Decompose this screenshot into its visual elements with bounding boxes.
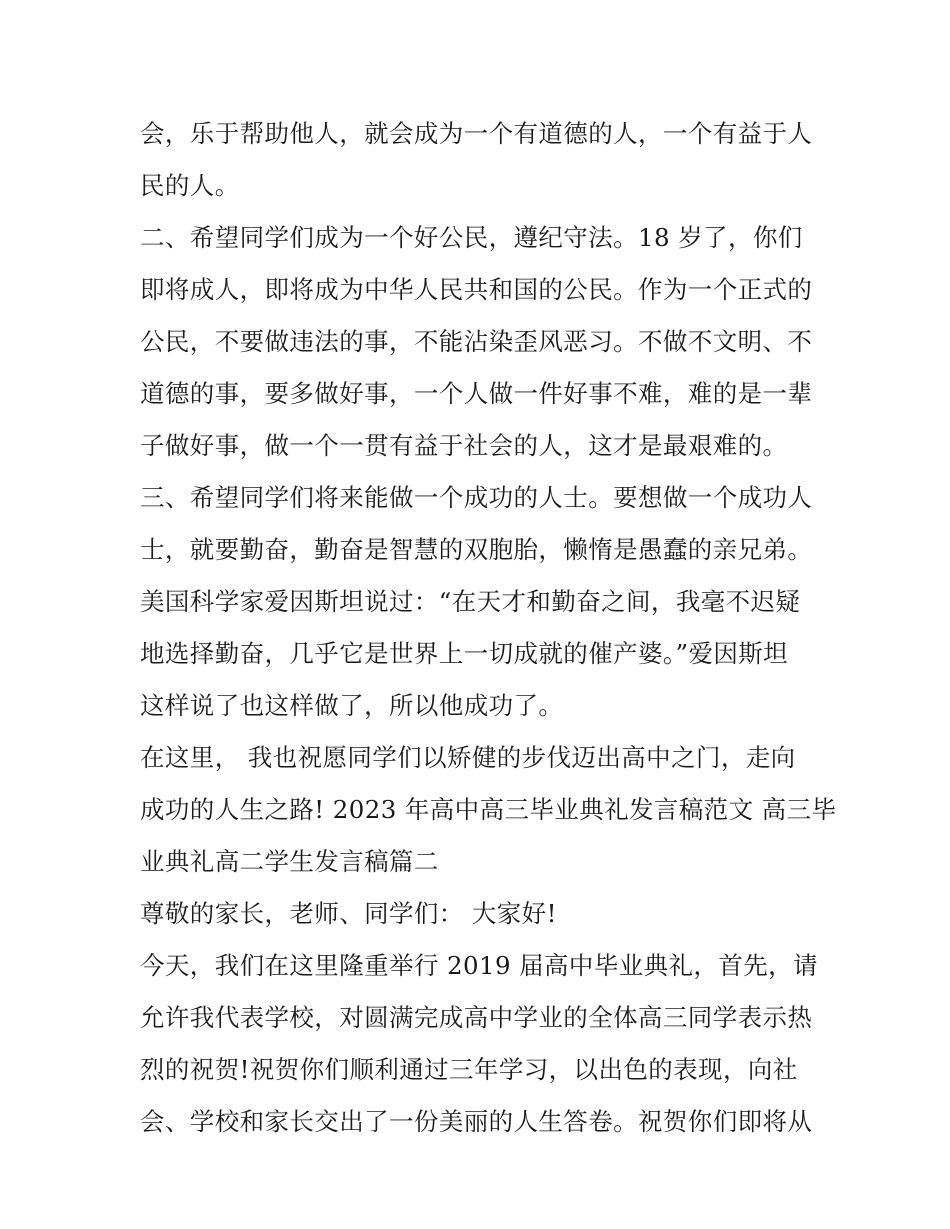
text-line: 今天，我们在这里隆重举行 2019 届高中毕业典礼，首先，请 — [140, 951, 818, 980]
text-line: 烈的祝贺!祝贺你们顺利通过三年学习，以出色的表现，向社 — [140, 1055, 798, 1084]
text-line: 子做好事，做一个一贯有益于社会的人，这才是最艰难的。 — [140, 431, 788, 460]
text-line: 允许我代表学校，对圆满完成高中学业的全体高三同学表示热 — [140, 1003, 813, 1032]
text-line: 业典礼高二学生发言稿篇二 — [140, 847, 439, 876]
text-line: 二、希望同学们成为一个好公民，遵纪守法。18 岁了，你们 — [140, 223, 803, 252]
text-line: 会、学校和家长交出了一份美丽的人生答卷。祝贺你们即将从 — [140, 1107, 813, 1136]
text-line: 在这里， 我也祝愿同学们以矫健的步伐迈出高中之门，走向 — [140, 743, 796, 772]
text-line: 三、希望同学们将来能做一个成功的人士。要想做一个成功人 — [140, 483, 813, 512]
text-line: 民的人。 — [140, 171, 240, 200]
text-line: 这样说了也这样做了，所以他成功了。 — [140, 691, 564, 720]
text-line: 公民，不要做违法的事，不能沾染歪风恶习。不做不文明、不 — [140, 327, 813, 356]
text-line: 会，乐于帮助他人，就会成为一个有道德的人，一个有益于人 — [140, 119, 813, 148]
text-line: 地选择勤奋，几乎它是世界上一切成就的催产婆。”爱因斯坦 — [140, 639, 789, 668]
text-line: 成功的人生之路! 2023 年高中高三毕业典礼发言稿范文 高三毕 — [140, 795, 837, 824]
body-text — [140, 108, 837, 1148]
text-line: 美国科学家爱因斯坦说过：“在天才和勤奋之间，我毫不迟疑 — [140, 587, 801, 616]
text-line: 士，就要勤奋，勤奋是智慧的双胞胎，懒惰是愚蠢的亲兄弟。 — [140, 535, 813, 564]
text-line: 尊敬的家长，老师、同学们： 大家好! — [140, 899, 557, 928]
text-line: 道德的事，要多做好事，一个人做一件好事不难，难的是一辈 — [140, 379, 813, 408]
text-line: 即将成人，即将成为中华人民共和国的公民。作为一个正式的 — [140, 275, 813, 304]
